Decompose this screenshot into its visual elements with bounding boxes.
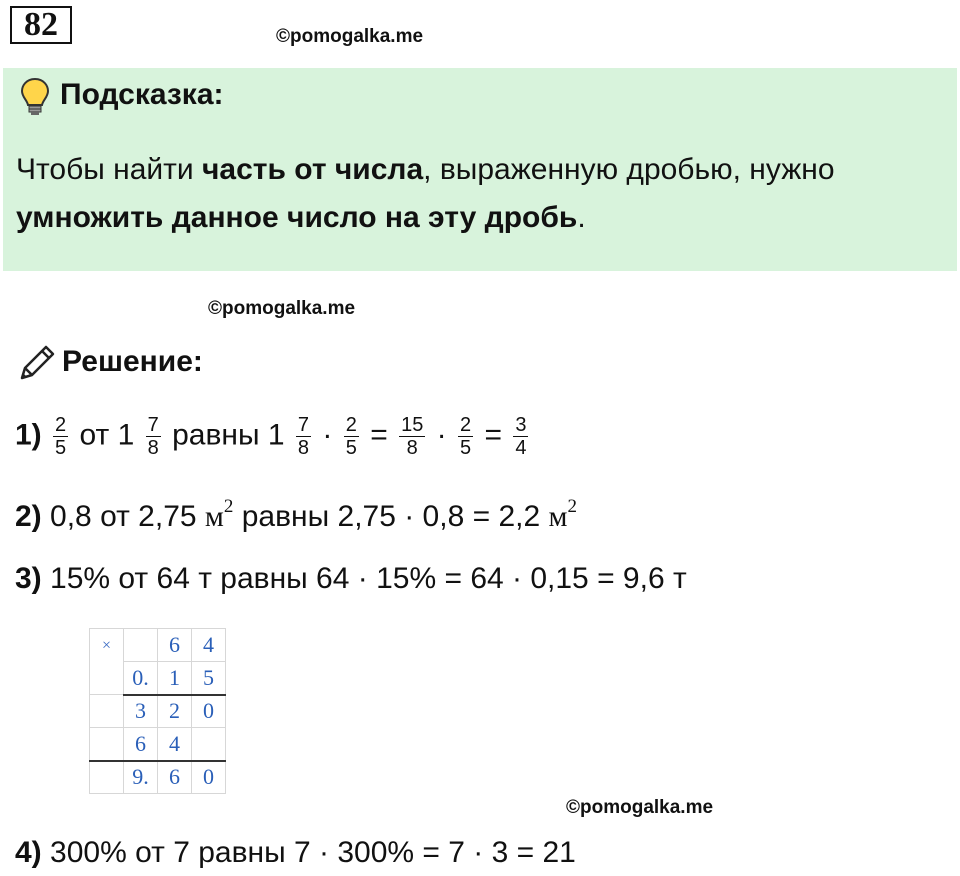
mult-cell: [90, 728, 124, 761]
solution-item-4: 4) 300% от 7 равны 7 · 300% = 7 · 3 = 21: [15, 836, 576, 869]
mult-cell: 5: [192, 662, 226, 695]
hint-text: Чтобы найти часть от числа, выраженную дробью, нужно умножить данное число на эту дробь.: [16, 153, 835, 234]
task-number: 82: [10, 6, 72, 44]
mult-cell: 0: [192, 761, 226, 794]
mult-cell: 0: [192, 695, 226, 728]
mult-cell: 6: [158, 629, 192, 662]
hint-title: Подсказка:: [60, 78, 224, 111]
mult-cell: [124, 629, 158, 662]
watermark-middle: ©pomogalka.me: [208, 298, 356, 319]
mult-cell: [90, 761, 124, 794]
multiply-sign: ×: [90, 629, 124, 695]
mult-cell: [192, 728, 226, 761]
solution-item-1: 1) $\frac{2}{5}$ от 1 $\frac{7}{8}$ равны 1 $\frac{7}{8}$ · $\frac{2}{5}$ = $\frac{15}{8}$ · $\frac{2}{5}$ = $\frac{3}{4}$: [15, 414, 527, 459]
mult-cell: 3: [124, 695, 158, 728]
watermark-bottom: ©pomogalka.me: [566, 797, 714, 818]
mult-cell: 6: [158, 761, 192, 794]
mult-cell: 6: [124, 728, 158, 761]
lightbulb-icon: [18, 76, 52, 116]
mult-cell: [90, 695, 124, 728]
multiplication-table: [89, 628, 226, 794]
mult-cell: 1: [158, 662, 192, 695]
mult-cell: 0.: [124, 662, 158, 695]
solution-item-2: 2) 0,8 от 2,75 $м^2$ равны 2,75 · 0,8 = 2,2 $м^2$: [15, 496, 577, 533]
mult-cell: 4: [158, 728, 192, 761]
mult-cell: 9.: [124, 761, 158, 794]
solution-item-3: 3) 15% от 64 т равны 64 · 15% = 64 · 0,15 = 9,6 т: [15, 562, 687, 595]
pencil-icon: [16, 342, 58, 384]
mult-cell: 4: [192, 629, 226, 662]
watermark-top: ©pomogalka.me: [276, 26, 424, 47]
mult-cell: 2: [158, 695, 192, 728]
solution-title: Решение:: [62, 345, 203, 378]
